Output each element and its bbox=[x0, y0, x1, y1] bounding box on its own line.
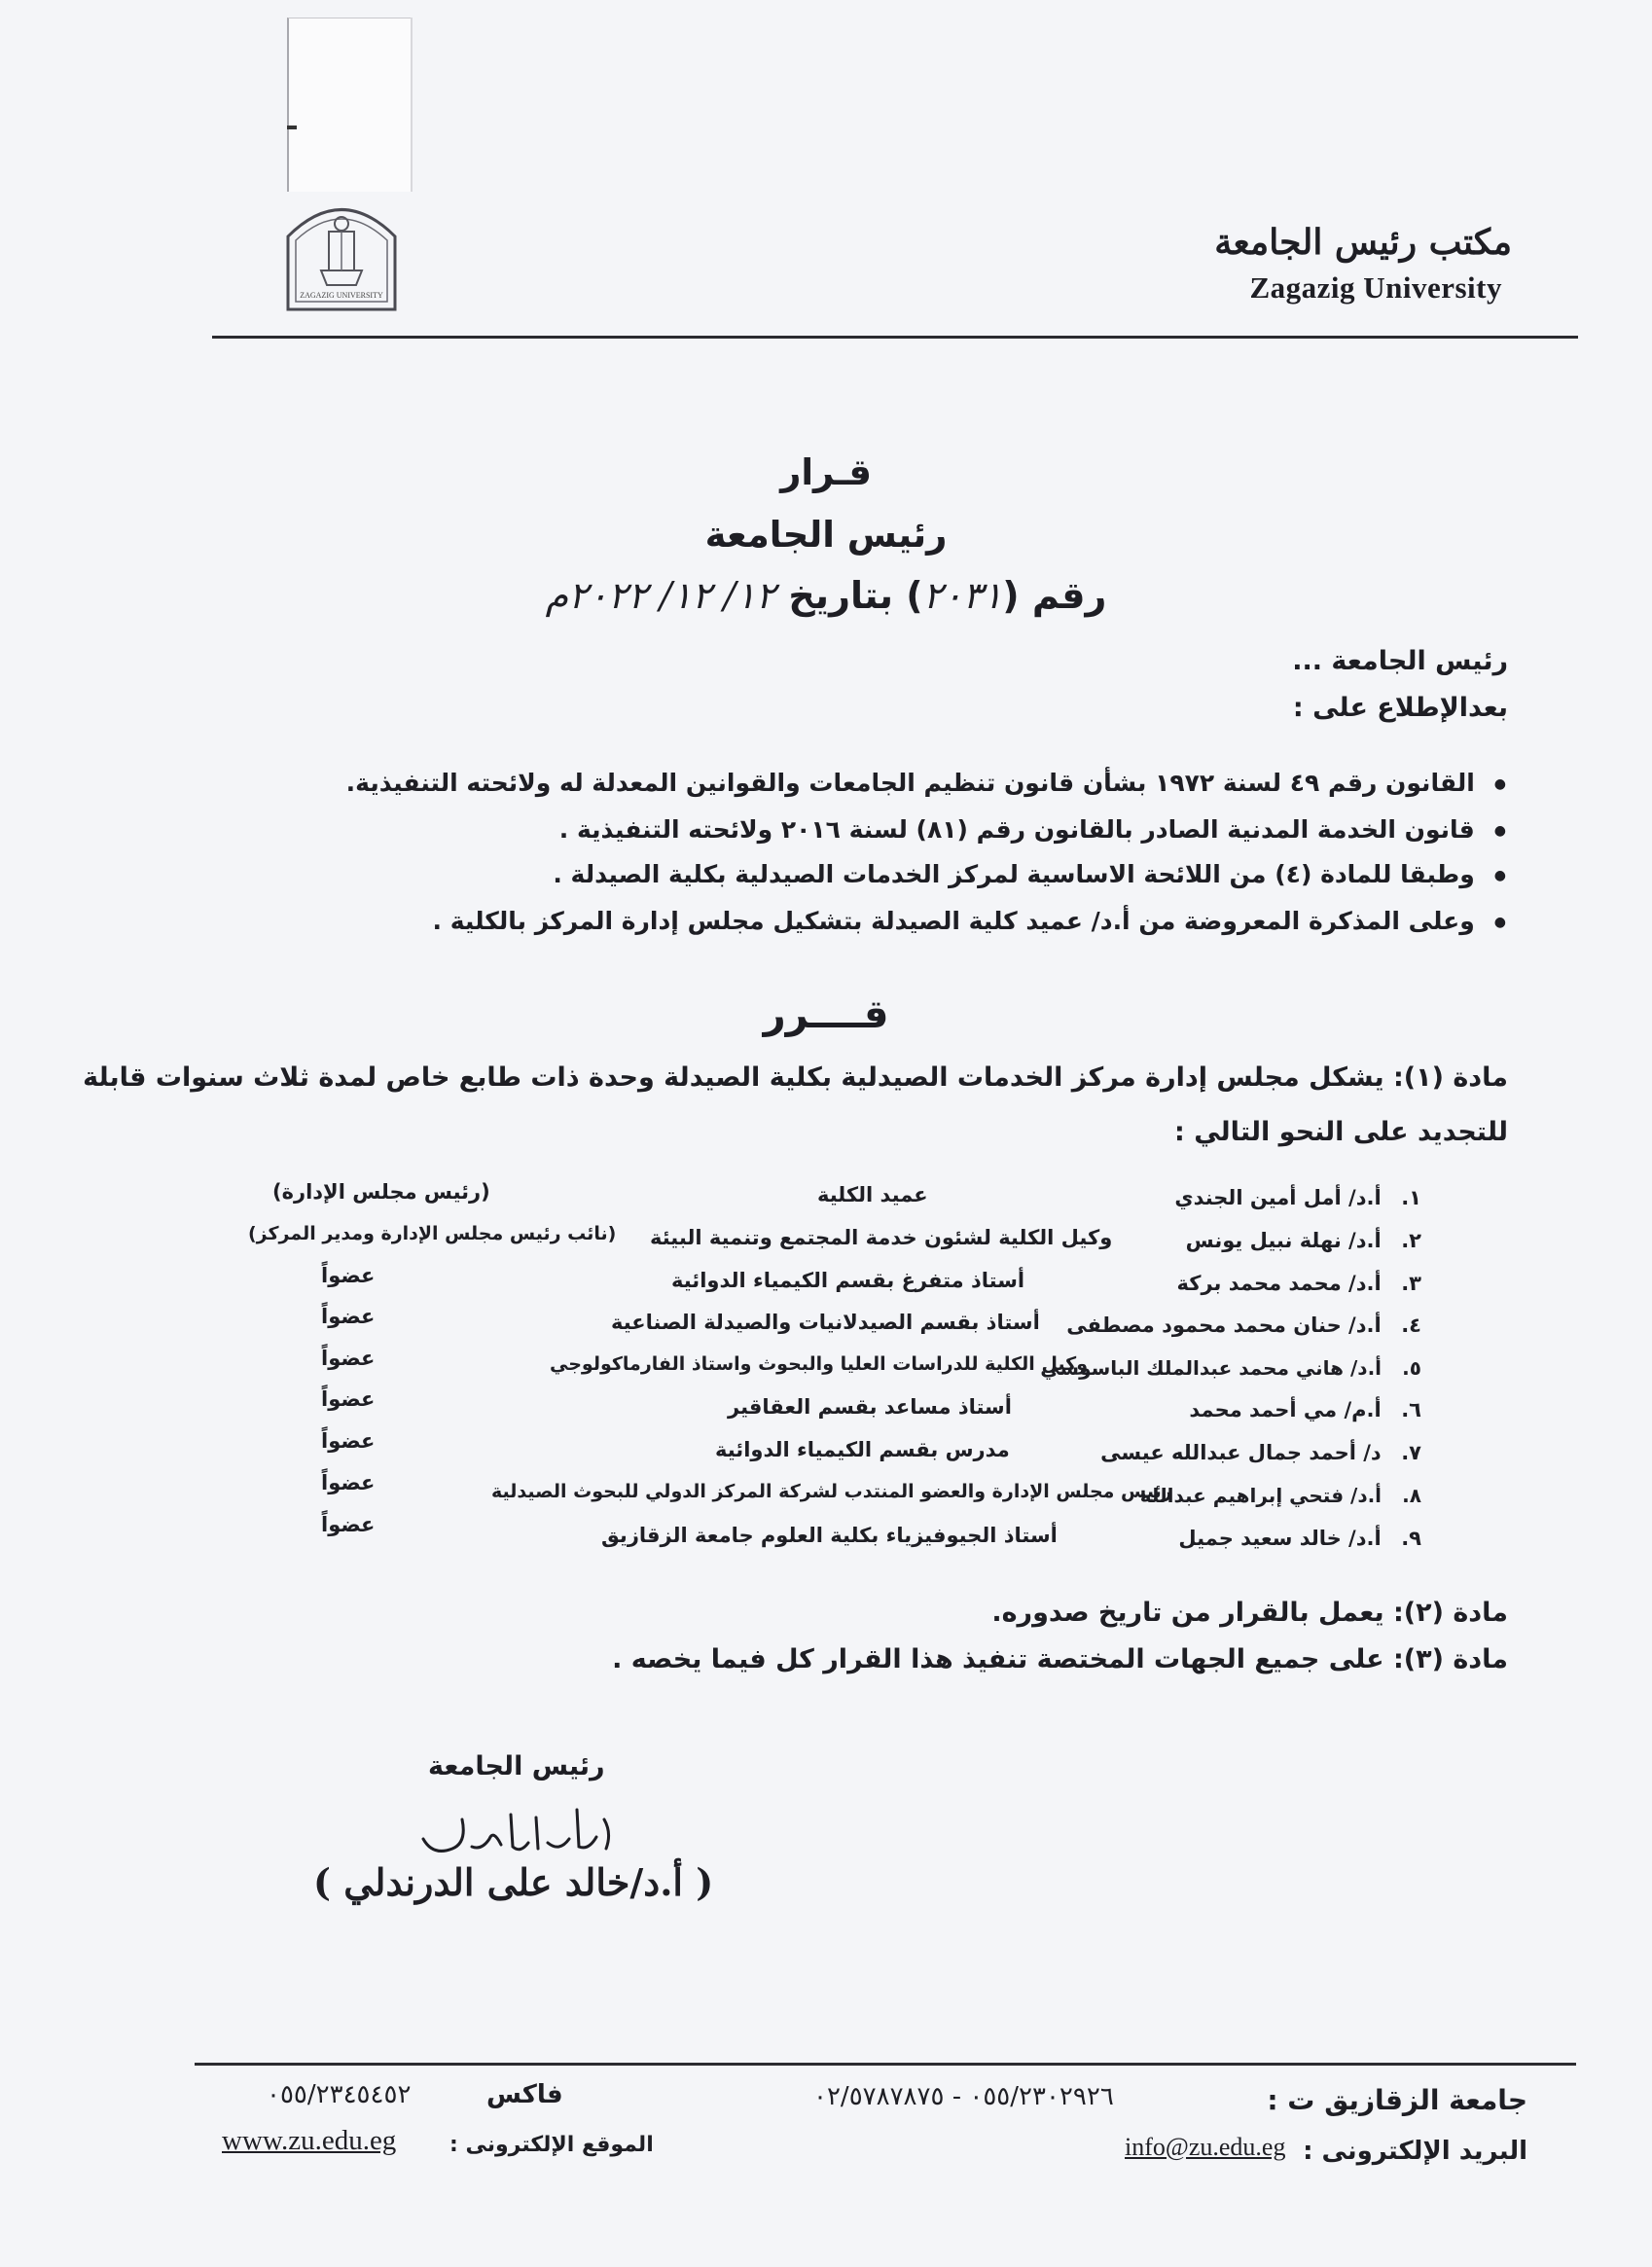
signatory-name: ( أ.د/خالد على الدرندلي ) bbox=[313, 1860, 714, 1904]
decides-heading: قــــرر bbox=[763, 992, 889, 1037]
member-role: (نائب رئيس مجلس الإدارة ومدير المركز) bbox=[248, 1223, 617, 1244]
member-role: عضواً bbox=[321, 1347, 376, 1370]
member-name: ٣. أ.د/ محمد محمد بركة bbox=[1176, 1272, 1421, 1295]
preamble-president: رئيس الجامعة ... bbox=[1292, 646, 1508, 676]
university-name: Zagazig University bbox=[1249, 270, 1502, 305]
member-role: عضواً bbox=[321, 1387, 376, 1411]
footer-email-link[interactable]: info@zu.edu.eg bbox=[1125, 2133, 1286, 2161]
member-job: أستاذ مساعد بقسم العقاقير bbox=[728, 1395, 1012, 1419]
number-close: ) bbox=[906, 574, 923, 617]
member-name: ٥. أ.د/ هاني محمد عبدالملك الباسوسي bbox=[1040, 1356, 1421, 1380]
header-divider bbox=[212, 336, 1578, 339]
member-job: أستاذ الجيوفيزياء بكلية العلوم جامعة الزقازيق bbox=[601, 1524, 1058, 1547]
footer-email-label: البريد الإلكترونى : bbox=[1303, 2137, 1527, 2166]
bullet-item: ● وطبقا للمادة (٤) من اللائحة الاساسية لمركز الخدمات الصيدلية بكلية الصيدلة . bbox=[553, 860, 1506, 888]
member-name: ٢. أ.د/ نهلة نبيل يونس bbox=[1185, 1229, 1421, 1252]
member-name: ٧. د/ أحمد جمال عبدالله عيسى bbox=[1100, 1441, 1421, 1464]
member-name: ٤. أ.د/ حنان محمد محمود مصطفى bbox=[1066, 1313, 1421, 1337]
bullet-item: ● قانون الخدمة المدنية الصادر بالقانون رقم (٨١) لسنة ٢٠١٦ ولائحته التنفيذية . bbox=[559, 815, 1506, 844]
signature-title: رئيس الجامعة bbox=[428, 1751, 605, 1781]
footer-site-label: الموقع الإلكترونى : bbox=[449, 2133, 654, 2157]
decision-number-line bbox=[0, 574, 1652, 617]
preamble-after-review: بعدالإطلاع على : bbox=[1292, 693, 1508, 723]
footer-phone-label: جامعة الزقازيق ت : bbox=[1267, 2084, 1527, 2116]
decision-title: قـرار bbox=[780, 451, 872, 493]
footer-divider bbox=[195, 2063, 1576, 2066]
bullet-item: ● وعلى المذكرة المعروضة من أ.د/ عميد كلية الصيدلة بتشكيل مجلس إدارة المركز بالكلية . bbox=[433, 907, 1506, 935]
member-name: ٨. أ.د/ فتحي إبراهيم عبدالله bbox=[1139, 1484, 1421, 1507]
member-job: عميد الكلية bbox=[817, 1183, 928, 1206]
article-3: مادة (٣): على جميع الجهات المختصة تنفيذ هذا القرار كل فيما يخصه . bbox=[612, 1644, 1508, 1674]
footer-fax-label: فاكس bbox=[486, 2080, 563, 2109]
bullet-item: ● القانون رقم ٤٩ لسنة ١٩٧٢ بشأن قانون تنظيم الجامعات والقوانين المعدلة له ولائحته التنفيذية. bbox=[346, 769, 1506, 797]
date-label: بتاريخ bbox=[788, 574, 894, 617]
member-role: عضواً bbox=[321, 1264, 376, 1287]
handwritten-signature-icon bbox=[413, 1800, 628, 1868]
member-job: مدرس بقسم الكيمياء الدوائية bbox=[715, 1438, 1010, 1461]
article-1-line-1: مادة (١): يشكل مجلس إدارة مركز الخدمات الصيدلية بكلية الصيدلة وحدة ذات طابع خاص لمدة ثلاث سنوات قابلة bbox=[83, 1062, 1508, 1093]
footer-fax-value: ٠٥٥/٢٣٤٥٤٥٢ bbox=[267, 2080, 412, 2109]
member-name: ٩. أ.د/ خالد سعيد جميل bbox=[1178, 1527, 1421, 1550]
member-job: أستاذ بقسم الصيدلانيات والصيدلة الصناعية bbox=[611, 1311, 1040, 1334]
member-role: (رئيس مجلس الإدارة) bbox=[272, 1180, 490, 1204]
member-job: أستاذ متفرغ بقسم الكيمياء الدوائية bbox=[671, 1269, 1025, 1292]
member-name: ٦. أ.م/ مي أحمد محمد bbox=[1189, 1398, 1421, 1421]
article-1-line-2: للتجديد على النحو التالي : bbox=[1174, 1117, 1508, 1147]
member-job: وكيل الكلية للدراسات العليا والبحوث واستاذ الفارماكولوجي bbox=[550, 1353, 1089, 1375]
logo-text: ZAGAZIG UNIVERSITY bbox=[300, 291, 383, 300]
member-role: عضواً bbox=[321, 1305, 376, 1328]
member-job: رئيس مجلس الإدارة والعضو المنتدب لشركة المركز الدولي للبحوث الصيدلية bbox=[491, 1481, 1172, 1502]
number-value: ٢٠٣١ bbox=[922, 574, 1003, 617]
decision-issuer: رئيس الجامعة bbox=[704, 514, 948, 556]
member-role: عضواً bbox=[321, 1513, 376, 1536]
member-role: عضواً bbox=[321, 1471, 376, 1494]
member-name: ١. أ.د/ أمل أمين الجندي bbox=[1174, 1186, 1421, 1209]
footer-phone-value: ٠٥٥/٢٣٠٢٩٢٦ - ٠٢/٥٧٨٧٨٧٥ bbox=[813, 2082, 1114, 2111]
date-value: ١٢/ ١٢/ ٢٠٢٢م bbox=[545, 574, 776, 617]
tape-strip bbox=[287, 18, 411, 192]
member-job: وكيل الكلية لشئون خدمة المجتمع وتنمية البيئة bbox=[650, 1226, 1113, 1249]
university-logo-icon bbox=[278, 193, 405, 319]
number-prefix: رقم ( bbox=[1002, 574, 1107, 617]
member-role: عضواً bbox=[321, 1429, 376, 1453]
article-2: مادة (٢): يعمل بالقرار من تاريخ صدوره. bbox=[991, 1598, 1508, 1628]
footer-site-link[interactable]: www.zu.edu.eg bbox=[222, 2125, 397, 2156]
office-title: مكتب رئيس الجامعة bbox=[1214, 222, 1512, 263]
